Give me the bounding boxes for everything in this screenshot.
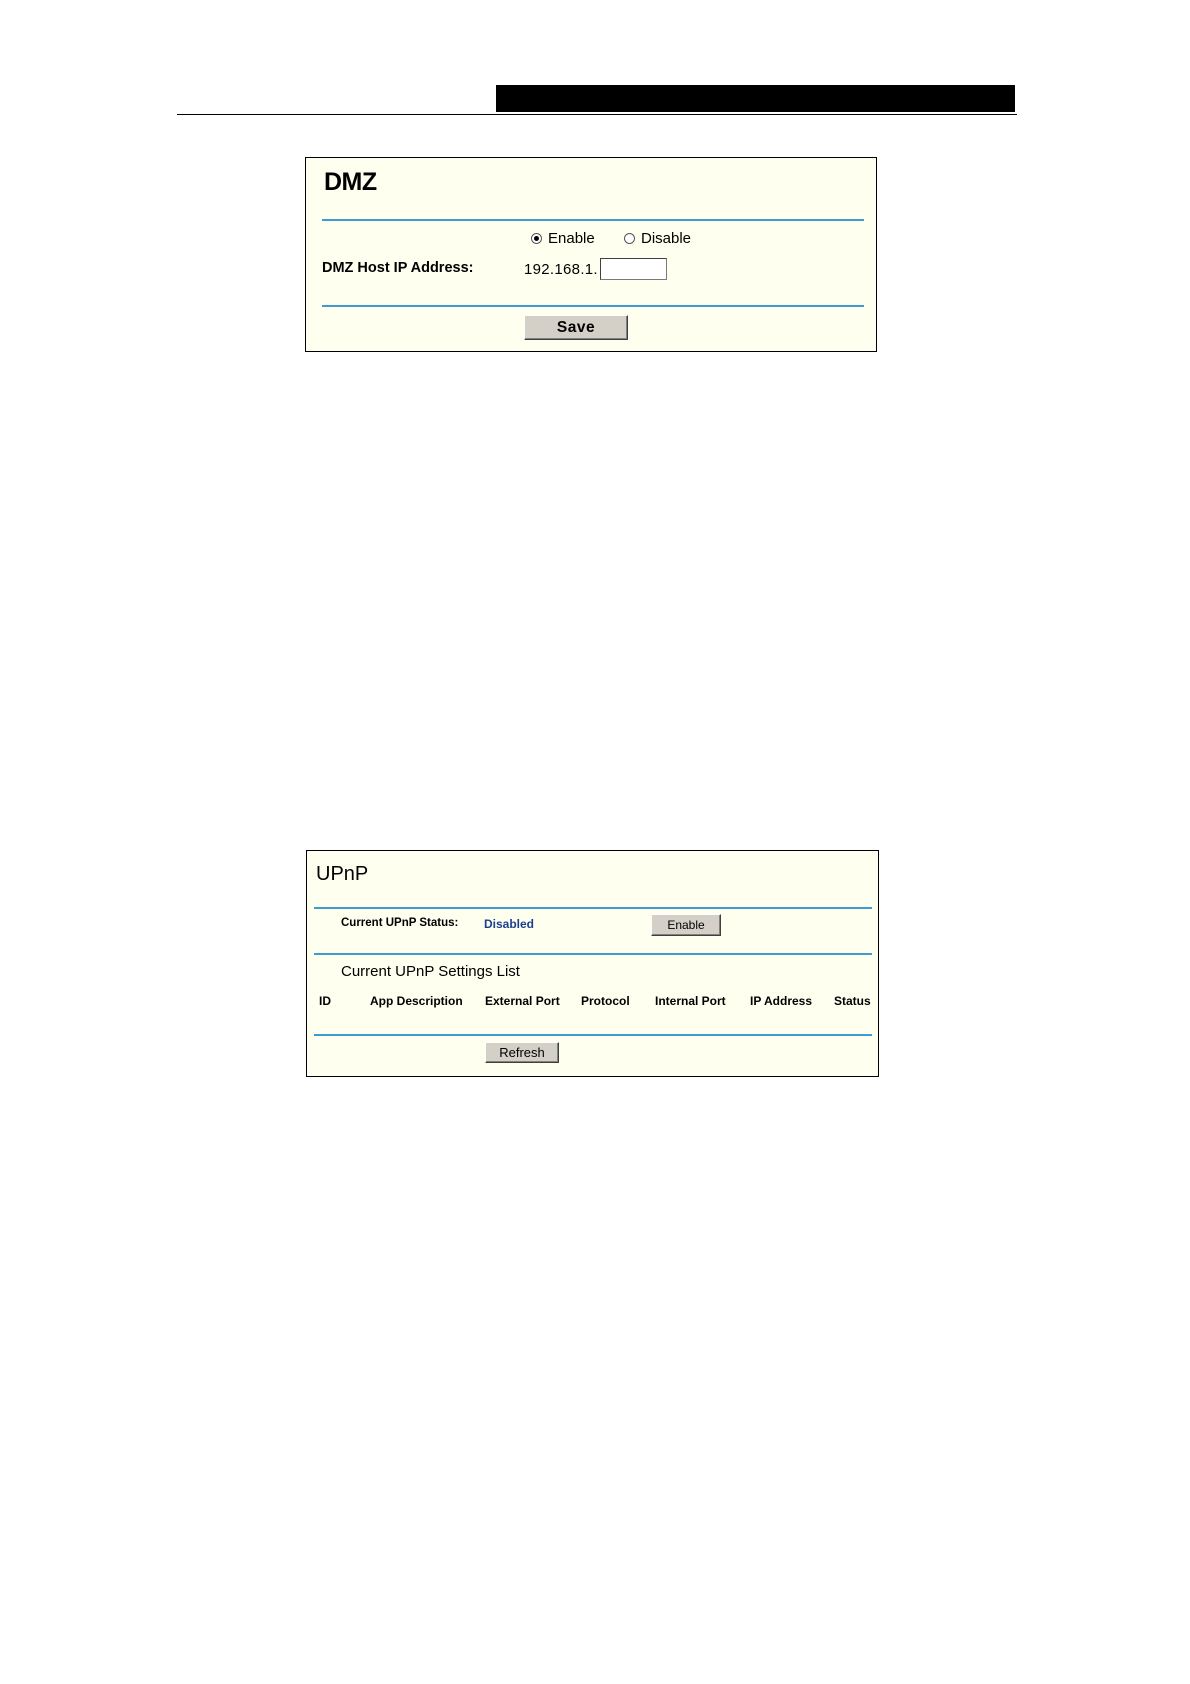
radio-checked-icon[interactable] bbox=[531, 233, 542, 244]
refresh-button[interactable]: Refresh bbox=[485, 1042, 559, 1063]
column-header-ip-address: IP Address bbox=[750, 994, 813, 1008]
column-header-app-description: App Description bbox=[370, 994, 463, 1008]
column-header-external-port: External Port bbox=[485, 994, 560, 1008]
divider bbox=[322, 219, 864, 221]
column-header-protocol: Protocol bbox=[581, 994, 630, 1008]
dmz-ip-prefix: 192.168.1. bbox=[524, 261, 598, 278]
dmz-host-ip-input[interactable] bbox=[600, 258, 667, 280]
divider bbox=[314, 953, 872, 955]
dmz-panel bbox=[305, 157, 877, 352]
header-bar bbox=[496, 85, 1015, 112]
upnp-title: UPnP bbox=[316, 863, 369, 885]
dmz-title: DMZ bbox=[324, 168, 377, 196]
upnp-status-label: Current UPnP Status: bbox=[341, 917, 459, 929]
header-rule bbox=[177, 114, 1017, 115]
column-header-internal-port: Internal Port bbox=[655, 994, 726, 1008]
dmz-enable-label: Enable bbox=[548, 230, 595, 247]
column-header-status: Status bbox=[834, 994, 871, 1008]
upnp-panel bbox=[306, 850, 879, 1077]
upnp-enable-button[interactable]: Enable bbox=[651, 914, 721, 936]
column-header-id: ID bbox=[319, 994, 331, 1008]
upnp-status-value: Disabled bbox=[484, 917, 535, 931]
divider bbox=[314, 1034, 872, 1036]
dmz-disable-radio[interactable] bbox=[624, 230, 691, 247]
radio-unchecked-icon[interactable] bbox=[624, 233, 635, 244]
save-button[interactable]: Save bbox=[524, 315, 628, 340]
upnp-list-title: Current UPnP Settings List bbox=[341, 963, 520, 980]
dmz-enable-radio[interactable] bbox=[531, 230, 595, 247]
dmz-disable-label: Disable bbox=[641, 230, 692, 247]
divider bbox=[314, 907, 872, 909]
dmz-host-ip-label: DMZ Host IP Address: bbox=[322, 260, 474, 276]
divider bbox=[322, 305, 864, 307]
